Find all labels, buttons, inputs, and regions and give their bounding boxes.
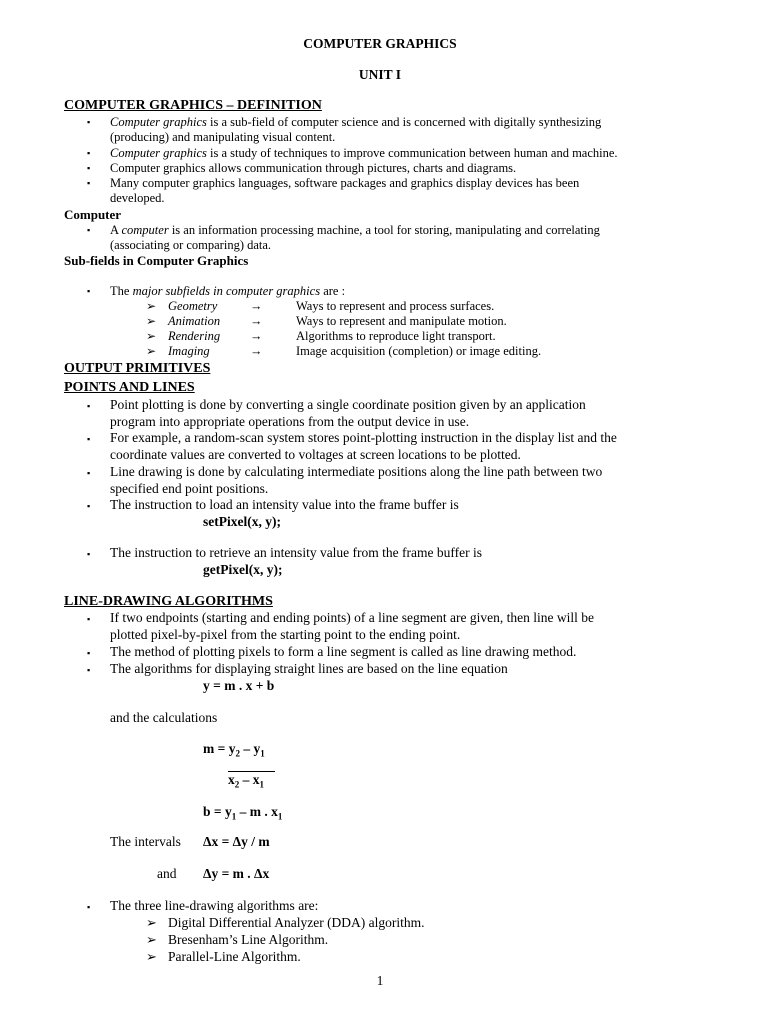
bullet-marker: ▪ bbox=[87, 902, 91, 912]
subfields-list bbox=[0, 284, 768, 364]
subfield-desc: Image acquisition (completion) or image editing. bbox=[296, 344, 542, 358]
output-primitives-heading: OUTPUT PRIMITIVES bbox=[64, 361, 211, 376]
points-lines-list bbox=[0, 397, 768, 597]
algorithm-item: Digital Differential Analyzer (DDA) algorithm. bbox=[168, 915, 425, 930]
bullet-marker: ▪ bbox=[87, 225, 91, 235]
right-arrow-icon: → bbox=[250, 314, 263, 328]
arrow-bullet-icon: ➢ bbox=[146, 299, 157, 313]
algorithm-item: Parallel-Line Algorithm. bbox=[168, 949, 301, 964]
list-item: Point plotting is done by converting a single coordinate position given by an application program into appropriate operations from the output device in use. bbox=[110, 397, 586, 429]
list-item: Computer graphics is a study of techniques to improve communication between human and machine. bbox=[110, 146, 618, 160]
bullet-marker: ▪ bbox=[87, 163, 91, 173]
intercept-equation: $b = y_1 - m$ . $x_1$ bbox=[203, 804, 283, 822]
slope-denominator: $x_2 - x_1$ bbox=[228, 772, 264, 790]
arrow-bullet-icon: ➢ bbox=[146, 314, 157, 328]
list-item: The major subfields in computer graphics are : bbox=[110, 284, 346, 298]
line-equation: y = m . x + b bbox=[203, 678, 275, 693]
page-number: 1 bbox=[376, 973, 384, 988]
bullet-marker: ▪ bbox=[87, 501, 91, 511]
bullet-marker: ▪ bbox=[87, 468, 91, 478]
line-drawing-section bbox=[0, 610, 768, 970]
calculations-label: and the calculations bbox=[110, 710, 218, 725]
list-item: Computer graphics allows communication through pictures, charts and diagrams. bbox=[110, 161, 517, 175]
bullet-marker: ▪ bbox=[87, 401, 91, 411]
list-item: Many computer graphics languages, software packages and graphics display devices has been developed. bbox=[110, 176, 580, 206]
arrow-bullet-icon: ➢ bbox=[146, 949, 157, 964]
arrow-bullet-icon: ➢ bbox=[146, 932, 157, 947]
bullet-marker: ▪ bbox=[87, 665, 91, 675]
arrow-bullet-icon: ➢ bbox=[146, 915, 157, 930]
subfield-name: Rendering bbox=[168, 329, 221, 343]
document-title: COMPUTER GRAPHICS bbox=[303, 36, 457, 51]
subfield-name: Imaging bbox=[168, 344, 210, 358]
computer-heading: Computer bbox=[64, 207, 122, 222]
definition-heading: COMPUTER GRAPHICS – DEFINITION bbox=[64, 98, 322, 113]
subfields-heading: Sub-fields in Computer Graphics bbox=[64, 253, 249, 268]
subfield-name: Animation bbox=[168, 314, 221, 328]
bullet-marker: ▪ bbox=[87, 648, 91, 658]
list-item: The instruction to load an intensity value into the frame buffer is bbox=[110, 497, 459, 512]
algorithm-item: Bresenham’s Line Algorithm. bbox=[168, 932, 329, 947]
bullet-marker: ▪ bbox=[87, 549, 91, 559]
subfield-desc: Ways to represent and process surfaces. bbox=[296, 299, 495, 313]
arrow-bullet-icon: ➢ bbox=[146, 344, 157, 358]
bullet-marker: ▪ bbox=[87, 614, 91, 624]
intervals-label: The intervals bbox=[110, 834, 181, 849]
list-item: A computer is an information processing machine, a tool for storing, manipulating and correlating (associating or comparing) data. bbox=[110, 223, 600, 253]
slope-numerator: $m = y_2 - y_1$ bbox=[203, 741, 265, 759]
bullet-marker: ▪ bbox=[87, 148, 91, 158]
unit-label: UNIT I bbox=[358, 67, 402, 82]
list-item: The three line-drawing algorithms are: bbox=[110, 898, 319, 913]
points-lines-heading: POINTS AND LINES bbox=[64, 380, 195, 395]
list-item: Computer graphics is a sub-field of computer science and is concerned with digitally synthesizing (producing) and manipulating visual content. bbox=[110, 115, 602, 145]
arrow-bullet-icon: ➢ bbox=[146, 329, 157, 343]
delta-y-equation: Δy = m . Δx bbox=[203, 866, 270, 881]
right-arrow-icon: → bbox=[250, 344, 263, 358]
right-arrow-icon: → bbox=[250, 299, 263, 313]
line-drawing-heading: LINE-DRAWING ALGORITHMS bbox=[64, 594, 273, 609]
list-item: The algorithms for displaying straight lines are based on the line equation bbox=[110, 661, 508, 676]
subfield-desc: Algorithms to reproduce light transport. bbox=[296, 329, 496, 343]
bullet-marker: ▪ bbox=[87, 286, 91, 296]
right-arrow-icon: → bbox=[250, 329, 263, 343]
delta-x-equation: Δx = Δy / m bbox=[203, 834, 270, 849]
get-pixel-code: getPixel(x, y); bbox=[203, 562, 283, 577]
list-item: The instruction to retrieve an intensity value from the frame buffer is bbox=[110, 545, 483, 560]
list-item: If two endpoints (starting and ending points) of a line segment are given, then line will be plotted pixel-by-pixel from the starting point to the ending point. bbox=[110, 610, 595, 642]
bullet-marker: ▪ bbox=[87, 178, 91, 188]
list-item: For example, a random-scan system stores point-plotting instruction in the display list and the coordinate values are converted to voltages at screen locations to be plotted. bbox=[110, 430, 617, 462]
set-pixel-code: setPixel(x, y); bbox=[203, 514, 281, 529]
subfield-name: Geometry bbox=[168, 299, 218, 313]
list-item: Line drawing is done by calculating intermediate positions along the line path between two specified end point positions. bbox=[110, 464, 603, 496]
bullet-marker: ▪ bbox=[87, 117, 91, 127]
list-item: The method of plotting pixels to form a line segment is called as line drawing method. bbox=[110, 644, 577, 659]
bullet-marker: ▪ bbox=[87, 434, 91, 444]
subfield-desc: Ways to represent and manipulate motion. bbox=[296, 314, 507, 328]
and-label: and bbox=[157, 866, 177, 881]
